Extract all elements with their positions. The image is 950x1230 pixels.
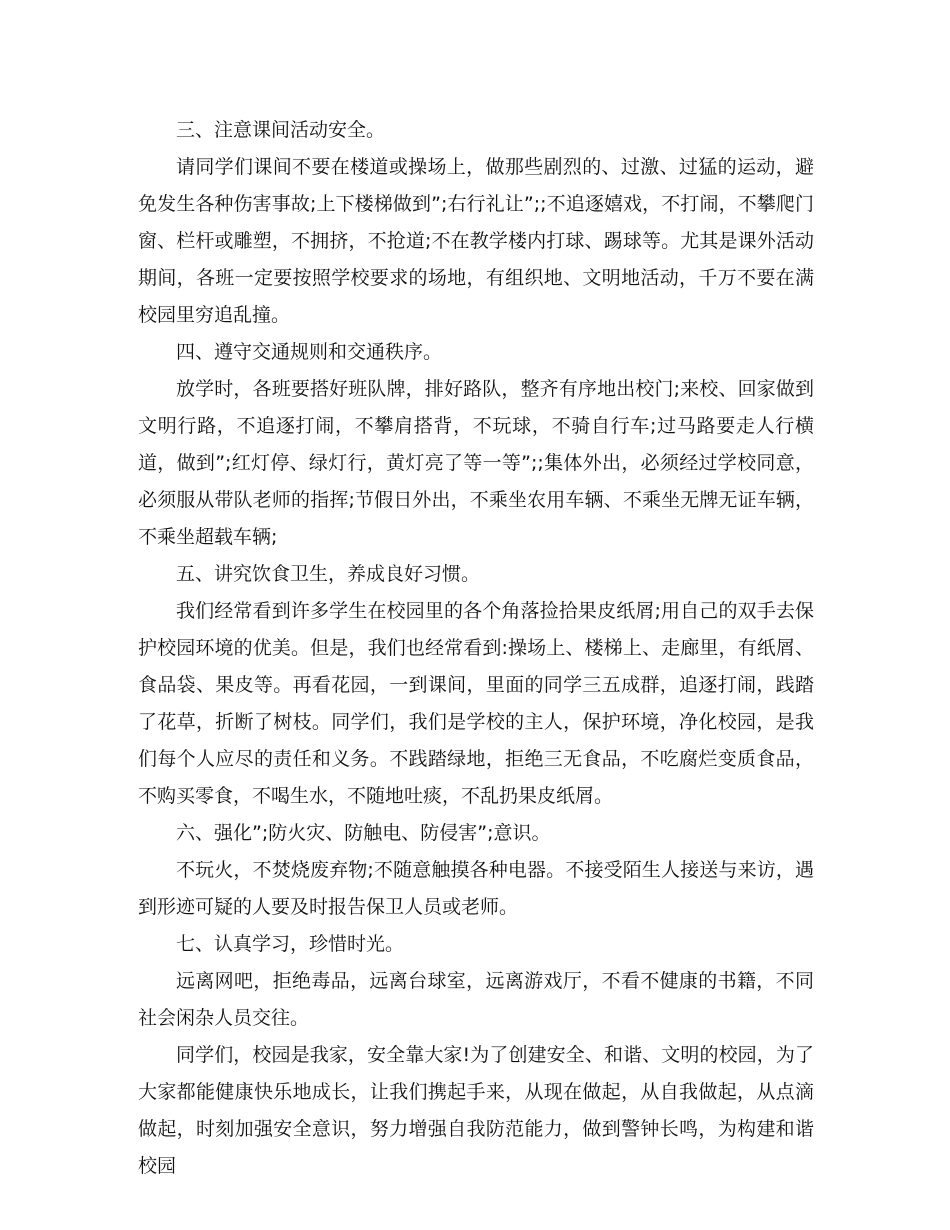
section-heading-5: 五、讲究饮食卫生，养成良好习惯。: [176, 563, 481, 585]
section-heading-6: 六、强化”;防火灾、防触电、防侵害”;意识。: [176, 822, 551, 844]
section-heading-7: 七、认真学习，珍惜时光。: [176, 933, 405, 955]
paragraph-classroom-safety: 请同学们课间不要在楼道或操场上，做那些剧烈的、过激、过猛的运动，避免发生各种伤害事故;上下楼梯做到”;右行礼让”;;不追逐嬉戏，不打闹，不攀爬门窗、栏杆或雕塑，不拥挤，不抢道;不在教学楼内打球、踢球等。尤其是课外活动期间，各班一定要按照学校要求的场地，有组织地、文明地活动，千万不要在满校园里穷追乱撞。: [138, 156, 814, 326]
section-heading-3: 三、注意课间活动安全。: [176, 119, 386, 141]
paragraph-traffic-rules: 放学时，各班要搭好班队牌，排好路队，整齐有序地出校门;来校、回家做到文明行路，不追逐打闹，不攀肩搭背，不玩球，不骑自行车;过马路要走人行横道，做到”;红灯停、绿灯行，黄灯亮了等一等”;;集体外出，必须经过学校同意，必须服从带队老师的指挥;节假日外出，不乘坐农用车辆、不乘坐无牌无证车辆，不乘坐超载车辆;: [138, 378, 814, 548]
paragraph-food-hygiene: 我们经常看到许多学生在校园里的各个角落捡拾果皮纸屑;用自己的双手去保护校园环境的优美。但是，我们也经常看到:操场上、楼梯上、走廊里，有纸屑、食品袋、果皮等。再看花园，一到课间，里面的同学三五成群，追逐打闹，践踏了花草，折断了树枝。同学们，我们是学校的主人，保护环境，净化校园，是我们每个人应尽的责任和义务。不践踏绿地，拒绝三无食品，不吃腐烂变质食品，不购买零食，不喝生水，不随地吐痰，不乱扔果皮纸屑。: [138, 600, 814, 807]
document-body: [138, 112, 814, 1185]
section-heading-4: 四、遵守交通规则和交通秩序。: [176, 341, 443, 363]
paragraph-fire-electric-safety: 不玩火，不焚烧废弃物;不随意触摸各种电器。不接受陌生人接送与来访，遇到形迹可疑的人要及时报告保卫人员或老师。: [138, 859, 814, 918]
paragraph-conclusion: 同学们，校园是我家，安全靠大家!为了创建安全、和谐、文明的校园，为了大家都能健康快乐地成长，让我们携起手来，从现在做起，从自我做起，从点滴做起，时刻加强安全意识，努力增强自我防范能力，做到警钟长鸣，为构建和谐校园: [138, 1044, 814, 1177]
paragraph-study: 远离网吧，拒绝毒品，远离台球室，远离游戏厅，不看不健康的书籍，不同社会闲杂人员交往。: [138, 970, 814, 1029]
